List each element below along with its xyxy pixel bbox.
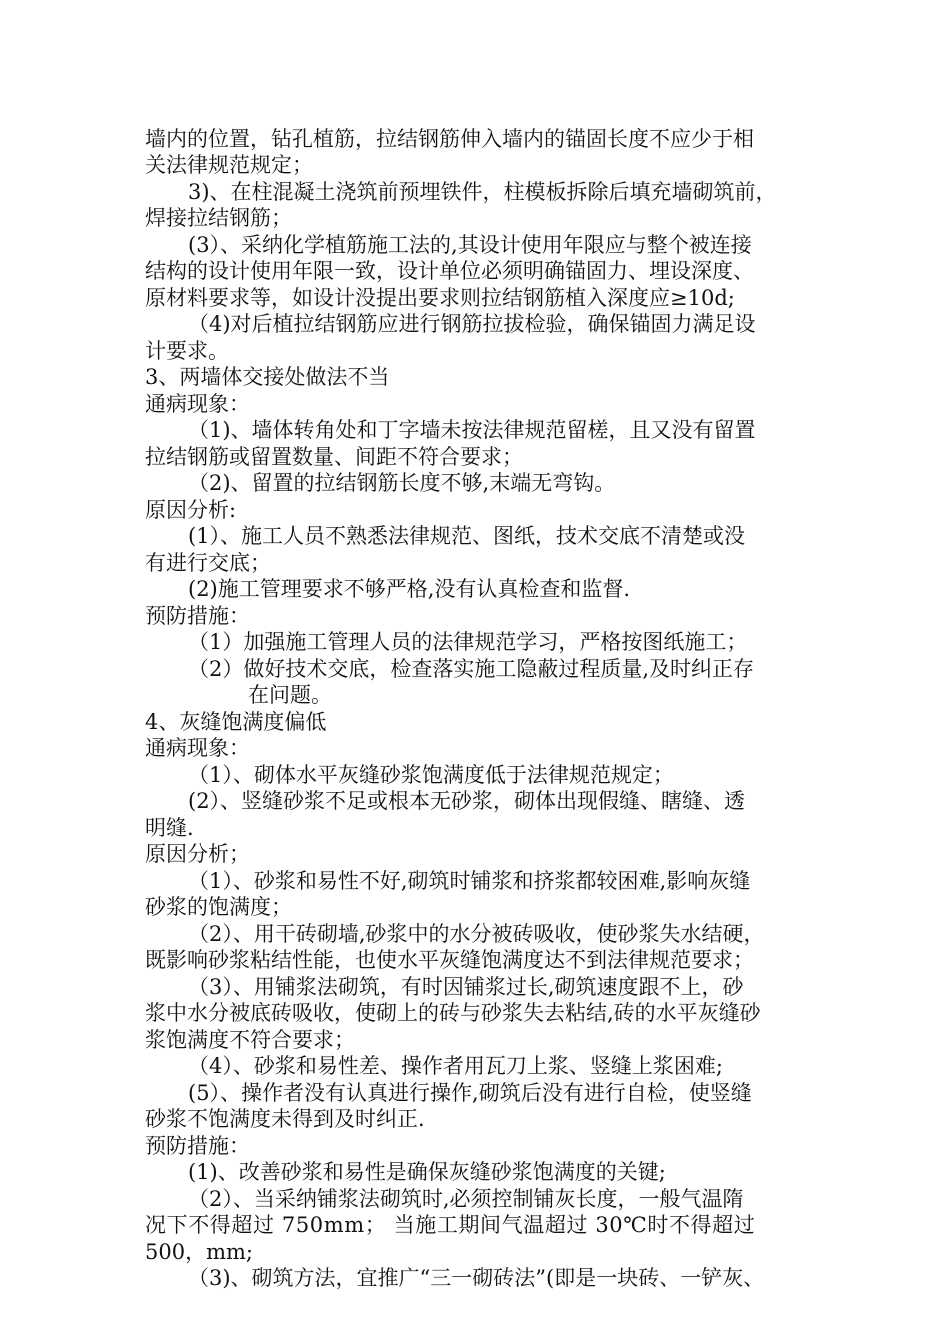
text-line: (1)、改善砂浆和易性是确保灰缝砂浆饱满度的关键; <box>188 1160 666 1184</box>
text-line: 拉结钢筋或留置数量、间距不符合要求； <box>145 445 523 469</box>
subheading: 通病现象： <box>145 392 250 416</box>
text-line: 500，mm; <box>145 1240 253 1264</box>
text-line: 有进行交底； <box>145 551 271 575</box>
text-line: 明缝. <box>145 816 194 840</box>
text-line: (5）、操作者没有认真进行操作,砌筑后没有进行自检，使竖缝 <box>188 1081 752 1105</box>
text-line: （3)、砌筑方法，宜推广“三一砌砖法”(即是一块砖、一铲灰、 <box>188 1266 765 1290</box>
text-line: 砂浆的饱满度； <box>145 895 292 919</box>
text-line: （1）加强施工管理人员的法律规范学习，严格按图纸施工； <box>188 630 748 654</box>
text-line: （3）、用铺浆法砌筑，有时因铺浆过长,砌筑速度跟不上，砂 <box>188 975 744 999</box>
section-heading: 4、灰缝饱满度偏低 <box>145 710 327 734</box>
text-line: 在问题。 <box>248 683 332 707</box>
subheading: 通病现象： <box>145 736 250 760</box>
text-line: 浆饱满度不符合要求； <box>145 1028 355 1052</box>
text-line: 况下不得超过 750mm； 当施工期间气温超过 30℃时不得超过 <box>145 1213 756 1237</box>
text-line: 3)、在柱混凝土浇筑前预埋铁件，柱模板拆除后填充墙砌筑前， <box>188 180 777 204</box>
text-line: (1）、施工人员不熟悉法律规范、图纸，技术交底不清楚或没 <box>188 524 746 548</box>
text-line: （2）、当采纳铺浆法砌筑时,必须控制铺灰长度，一般气温隋 <box>188 1187 744 1211</box>
text-line: （1）、砌体水平灰缝砂浆饱满度低于法律规范规定； <box>188 763 674 787</box>
text-line: （1）、砂浆和易性不好,砌筑时铺浆和挤浆都较困难,影响灰缝 <box>188 869 751 893</box>
text-line: （4）、砂浆和易性差、操作者用瓦刀上浆、竖缝上浆困难; <box>188 1054 723 1078</box>
text-line: （2）做好技术交底，检查落实施工隐蔽过程质量,及时纠正存 <box>188 657 755 681</box>
text-line: 关法律规范规定； <box>145 153 313 177</box>
subheading: 预防措施： <box>145 1134 250 1158</box>
text-line: 结构的设计使用年限一致，设计单位必须明确锚固力、埋设深度、 <box>145 259 754 283</box>
text-line: （2)、留置的拉结钢筋长度不够,末端无弯钩。 <box>188 471 616 495</box>
text-line: 墙内的位置，钻孔植筋，拉结钢筋伸入墙内的锚固长度不应少于相 <box>145 127 754 151</box>
subheading: 原因分析: <box>145 498 237 522</box>
subheading: 预防措施： <box>145 604 250 628</box>
text-line: 计要求。 <box>145 339 229 363</box>
text-line: （4)对后植拉结钢筋应进行钢筋拉拔检验，确保锚固力满足设 <box>188 312 756 336</box>
text-line: 砂浆不饱满度未得到及时纠正. <box>145 1107 425 1131</box>
text-line: 浆中水分被底砖吸收，使砌上的砖与砂浆失去粘结,砖的水平灰缝砂 <box>145 1001 761 1025</box>
section-heading: 3、两墙体交接处做法不当 <box>145 365 390 389</box>
text-line: (2）、竖缝砂浆不足或根本无砂浆，砌体出现假缝、瞎缝、透 <box>188 789 746 813</box>
text-line: （2）、用干砖砌墙,砂浆中的水分被砖吸收，使砂浆失水结硬， <box>188 922 765 946</box>
text-line: (2)施工管理要求不够严格,没有认真检查和监督. <box>188 577 631 601</box>
text-line: 原材料要求等，如设计没提出要求则拉结钢筋植入深度应≥10d; <box>145 286 735 310</box>
text-line: （1)、墙体转角处和丁字墙未按法律规范留槎，且又没有留置 <box>188 418 756 442</box>
text-line: 既影响砂浆粘结性能，也使水平灰缝饱满度达不到法律规范要求； <box>145 948 754 972</box>
subheading: 原因分析； <box>145 842 250 866</box>
text-line: 焊接拉结钢筋； <box>145 206 292 230</box>
text-line: (3）、采纳化学植筋施工法的,其设计使用年限应与整个被连接 <box>188 233 752 257</box>
